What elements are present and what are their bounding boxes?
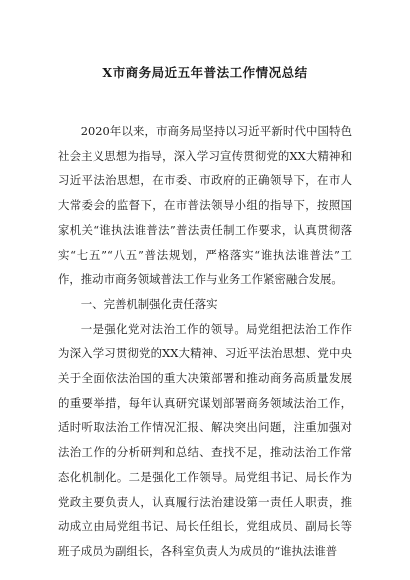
section-paragraph: 一是强化党对法治工作的领导。局党组把法治工作作为深入学习贯彻党的XX大精神、习近平法治思想、党中央关于全面依法治国的重大决策部署和推动商务高质量发展的重要举措，每年认真研究谋划部署商务领域法治工作，适时听取法治工作情况汇报、解决突出问题，注重加强对法治工作的分析研判和总结、查找不足，推动法治工作常态化机制化。二是强化工作领导。局党组书记、局长作为党政主要负责人，认真履行法治建设第一责任人职责，推动成立由局党组书记、局长任组长，党组成员、副局长等班子成员为副组长，各科室负责人为成员的“谁执法谁普 — [58, 321, 352, 558]
document-title: X市商务局近五年普法工作情况总结 — [102, 65, 308, 80]
section-heading: 一、完善机制强化责任落实 — [80, 296, 218, 311]
document-body — [58, 119, 352, 564]
intro-paragraph: 2020年以来，市商务局坚持以习近平新时代中国特色社会主义思想为指导，深入学习宣传贯彻党的XX大精神和习近平法治思想，在市委、市政府的正确领导下，在市人大常委会的监督下，在市普法领导小组的指导下，按照国家机关“谁执法谁普法”普法责任制工作要求，认真贯彻落实“七五”“八五”普法规划，严格落实“谁执法谁普法”工作，推动市商务领域普法工作与业务工作紧密融合发展。 — [58, 124, 352, 287]
